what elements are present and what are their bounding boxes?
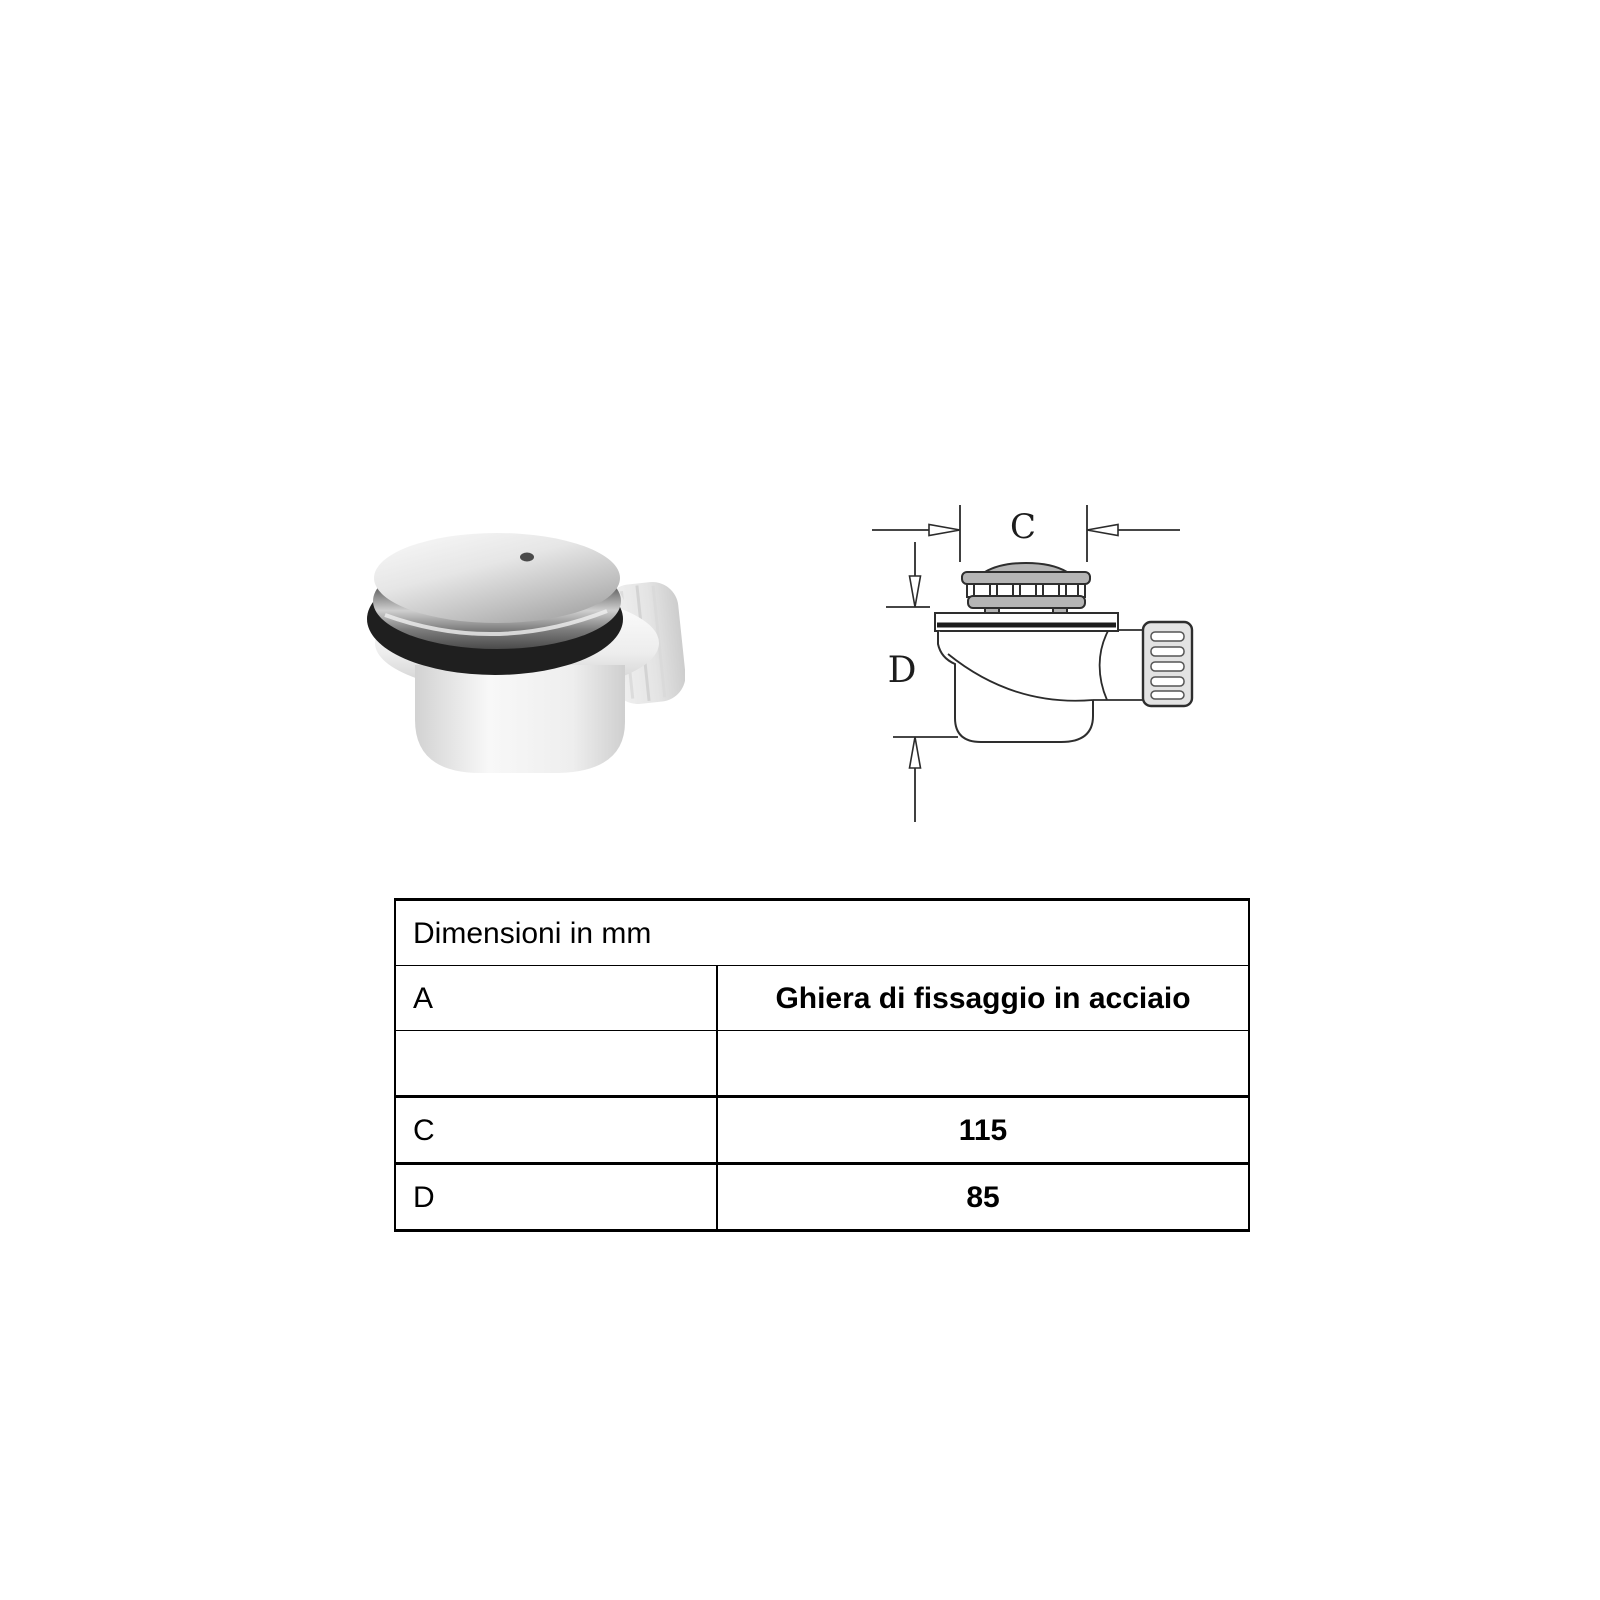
arrowhead-down-icon — [910, 576, 921, 607]
table-title: Dimensioni in mm — [395, 900, 1249, 966]
drawing-pipe-curve — [1100, 631, 1108, 700]
dimension-d — [886, 542, 958, 822]
technical-diagram — [845, 492, 1205, 832]
photo-cap-screw — [520, 553, 534, 562]
table-cell-label-empty — [395, 1031, 717, 1097]
drawing-cap-base — [968, 596, 1085, 608]
table-cell-label-c: C — [395, 1097, 717, 1164]
drawing-cap-rim — [962, 572, 1090, 584]
table-cell-label-a: A — [395, 966, 717, 1031]
table-row — [395, 1097, 1249, 1164]
dimension-label-c: C — [1009, 507, 1037, 547]
photo-body-bowl — [415, 665, 625, 773]
table-cell-value-d: 85 — [966, 1180, 1000, 1214]
table-cell-label-d: D — [395, 1164, 717, 1231]
drawing-flange — [935, 613, 1118, 631]
drawing-outlet-nut — [1143, 622, 1192, 706]
table-row — [395, 1164, 1249, 1231]
arrowhead-right-icon — [929, 525, 960, 536]
photo-chrome-cap — [374, 533, 620, 623]
drawing-cap-dome — [985, 563, 1067, 572]
drawing-body — [938, 631, 1093, 742]
table-cell-value-a: Ghiera di fissaggio in acciaio — [717, 966, 1249, 1031]
dimensions-table — [394, 898, 1250, 1232]
arrowhead-left-icon — [1087, 525, 1118, 536]
table-row — [395, 1031, 1249, 1097]
dimension-label-d: D — [887, 650, 917, 691]
product-photo — [355, 515, 685, 780]
dimension-c — [872, 505, 1180, 562]
table-cell-value-empty — [717, 1031, 1249, 1097]
table-row — [395, 966, 1249, 1031]
table-row-title — [395, 900, 1249, 966]
drain-trap-drawing — [935, 563, 1192, 742]
arrowhead-up-icon — [910, 737, 921, 768]
table-cell-value-c: 115 — [717, 1097, 1249, 1164]
